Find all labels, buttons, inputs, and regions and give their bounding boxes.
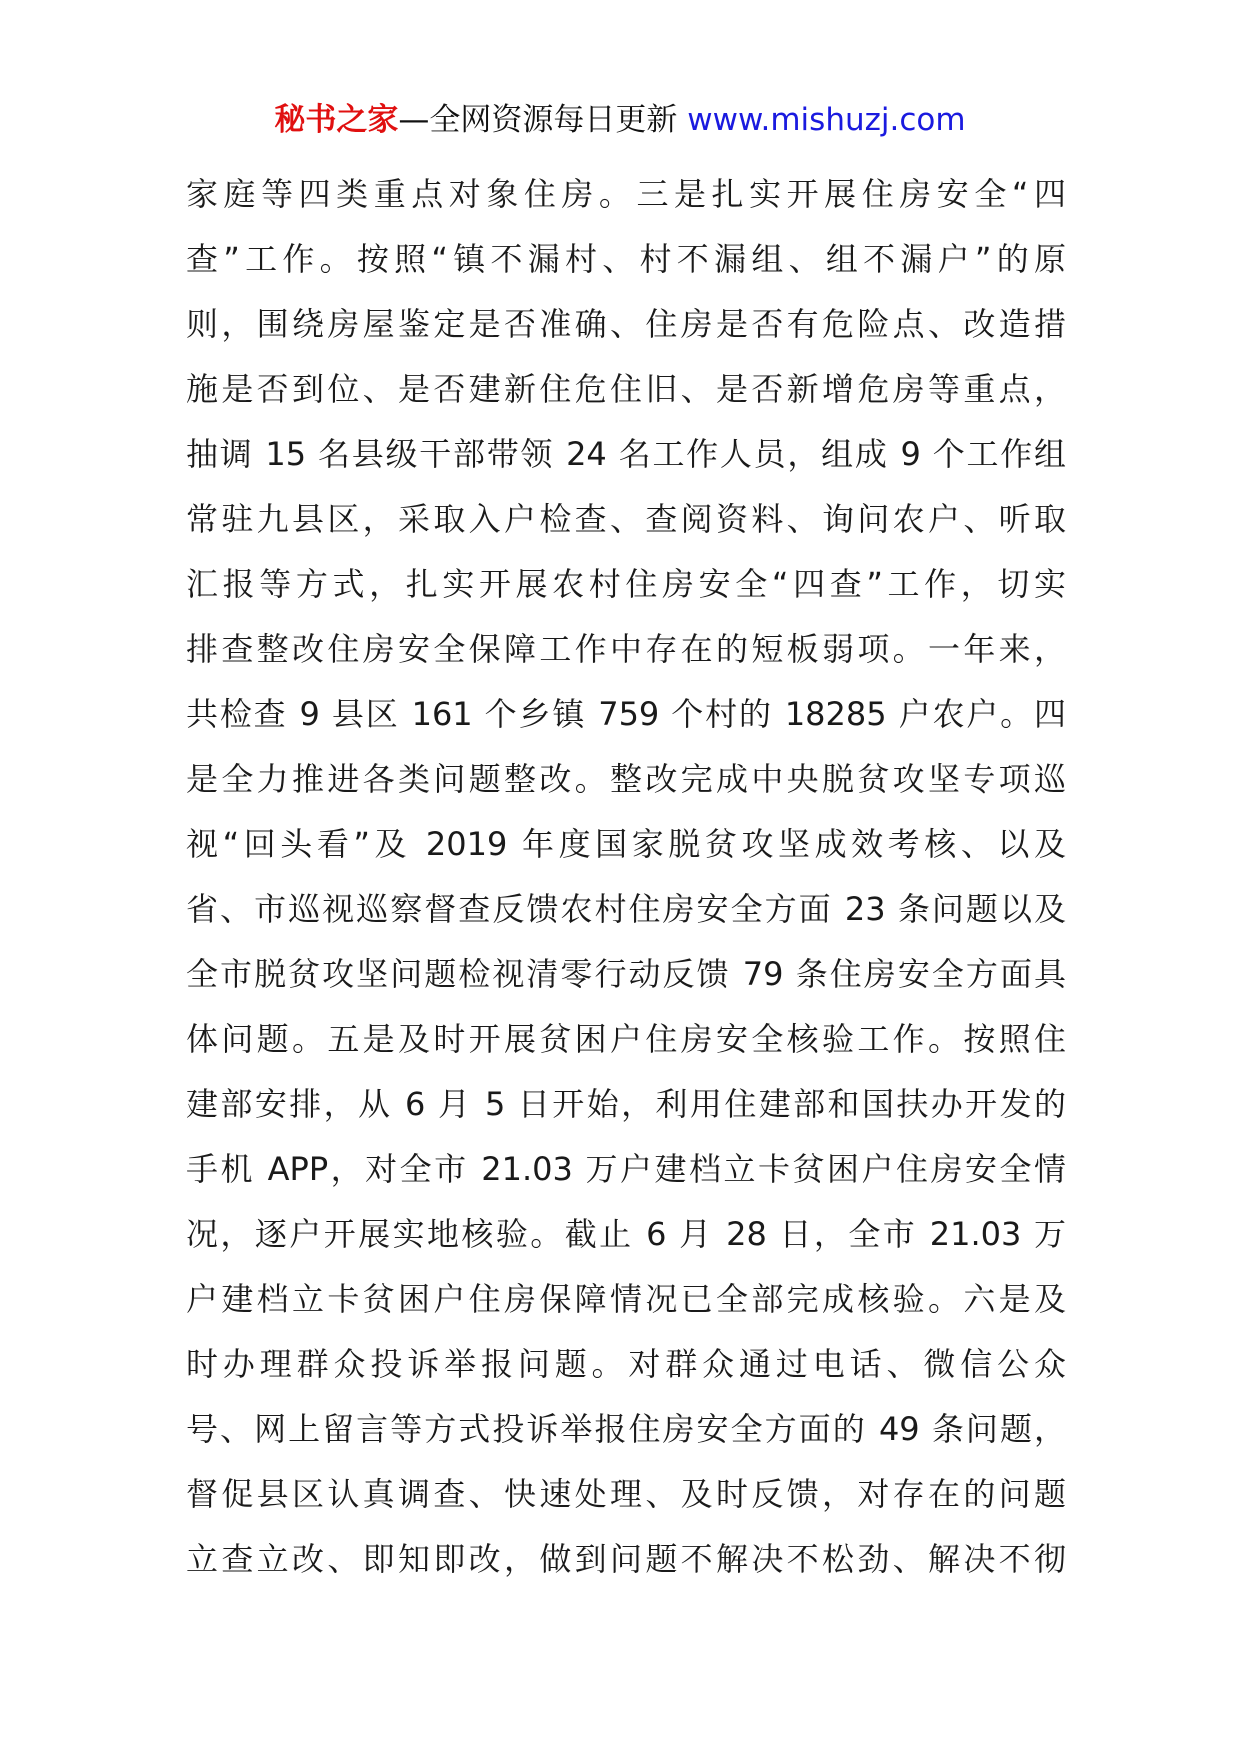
text-line: 全市脱贫攻坚问题检视清零行动反馈 79 条住房安全方面具 (186, 955, 1066, 993)
text-line: 视“回头看”及 2019 年度国家脱贫攻坚成效考核、以及 (186, 825, 1066, 863)
body-paragraph (186, 162, 1066, 1592)
text-line: 户建档立卡贫困户住房保障情况已全部完成核验。六是及 (186, 1280, 1066, 1318)
text-line: 手机 APP，对全市 21.03 万户建档立卡贫困户住房安全情 (186, 1150, 1066, 1188)
text-line: 则，围绕房屋鉴定是否准确、住房是否有危险点、改造措 (186, 305, 1066, 343)
header-brand: 秘书之家 (274, 102, 399, 138)
header-tagline: —全网资源每日更新 (398, 102, 678, 138)
header-url-link[interactable]: www.mishuzj.com (687, 102, 966, 138)
text-line: 常驻九县区，采取入户检查、查阅资料、询问农户、听取 (186, 500, 1066, 538)
text-line: 时办理群众投诉举报问题。对群众通过电话、微信公众 (186, 1345, 1066, 1383)
text-line: 汇报等方式，扎实开展农村住房安全“四查”工作，切实 (186, 565, 1066, 603)
text-line: 是全力推进各类问题整改。整改完成中央脱贫攻坚专项巡 (186, 760, 1066, 798)
text-line: 共检查 9 县区 161 个乡镇 759 个村的 18285 户农户。四 (186, 695, 1066, 733)
text-line: 体问题。五是及时开展贫困户住房安全核验工作。按照住 (186, 1020, 1066, 1058)
page-header (0, 98, 1240, 142)
text-line: 号、网上留言等方式投诉举报住房安全方面的 49 条问题， (186, 1410, 1066, 1448)
text-line: 施是否到位、是否建新住危住旧、是否新增危房等重点， (186, 370, 1066, 408)
text-line: 抽调 15 名县级干部带领 24 名工作人员，组成 9 个工作组 (186, 435, 1066, 473)
text-line: 督促县区认真调查、快速处理、及时反馈，对存在的问题 (186, 1475, 1066, 1513)
text-line: 省、市巡视巡察督查反馈农村住房安全方面 23 条问题以及 (186, 890, 1066, 928)
text-line: 排查整改住房安全保障工作中存在的短板弱项。一年来， (186, 630, 1066, 668)
text-line: 家庭等四类重点对象住房。三是扎实开展住房安全“四 (186, 175, 1066, 213)
text-line: 立查立改、即知即改，做到问题不解决不松劲、解决不彻 (186, 1540, 1066, 1578)
text-line: 建部安排，从 6 月 5 日开始，利用住建部和国扶办开发的 (186, 1085, 1066, 1123)
text-line: 查”工作。按照“镇不漏村、村不漏组、组不漏户”的原 (186, 240, 1066, 278)
text-line: 况，逐户开展实地核验。截止 6 月 28 日，全市 21.03 万 (186, 1215, 1066, 1253)
